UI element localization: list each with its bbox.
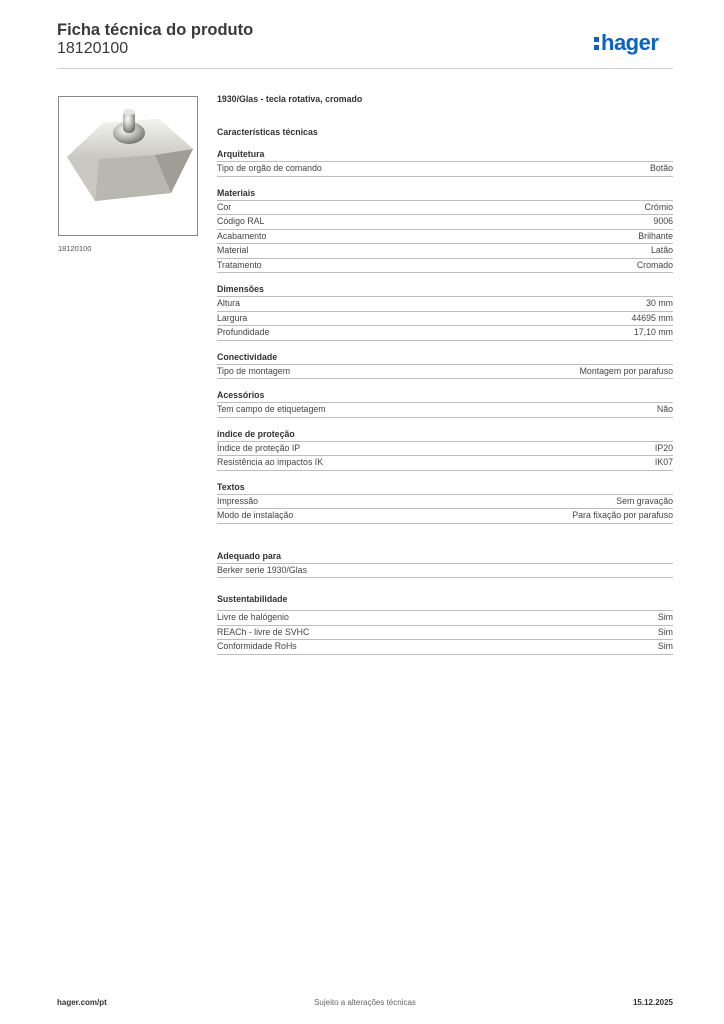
spec-value: IK07 — [654, 457, 673, 467]
spec-value: IP20 — [654, 442, 673, 453]
section-title: Textos — [217, 480, 673, 495]
page-title: Ficha técnica do produto — [57, 21, 254, 39]
spec-row — [217, 611, 673, 626]
spec-value: Brilhante — [638, 230, 673, 241]
spec-label: Conformidade RoHs — [217, 641, 297, 651]
section-title: Sustentabilidade — [217, 592, 673, 611]
spec-value: Sem gravação — [616, 495, 673, 506]
spec-label: Código RAL — [217, 216, 265, 226]
spec-label: Índice de proteção IP — [217, 442, 301, 453]
spec-value: 9006 — [653, 216, 673, 226]
section-title: Materiais — [217, 186, 673, 201]
spec-label: Acabamento — [217, 230, 267, 241]
rotary-knob-illustration — [59, 97, 197, 235]
spec-label: Cor — [217, 201, 232, 212]
suitable-for-section — [217, 549, 673, 579]
spec-value: Para fixação por parafuso — [572, 510, 673, 520]
spec-value: Botão — [650, 163, 673, 173]
spec-row — [217, 215, 673, 230]
spec-value: Cromado — [636, 259, 673, 270]
spec-label: Profundidade — [217, 327, 270, 337]
spec-label: Tipo de montagem — [217, 365, 291, 376]
spec-row — [217, 442, 673, 457]
spec-row — [217, 312, 673, 327]
spec-row — [217, 495, 673, 510]
sustainability-section — [217, 592, 673, 655]
section-title: Adequado para — [217, 549, 673, 564]
spec-label: Material — [217, 245, 249, 255]
product-image — [58, 96, 198, 236]
spec-row — [217, 626, 673, 641]
footer-date: 15.12.2025 — [632, 998, 673, 1007]
spec-row — [217, 162, 673, 177]
section-title: Acessórios — [217, 388, 673, 403]
spec-label: Tratamento — [217, 259, 262, 270]
spec-value: 44695 mm — [631, 312, 673, 323]
spec-label: Livre de halógenio — [217, 612, 289, 622]
spec-label: Resistência ao impactos IK — [217, 457, 324, 467]
spec-value: 30 mm — [646, 298, 673, 308]
spec-section — [217, 427, 673, 471]
spec-value: Sim — [657, 612, 673, 622]
section-title: Conectividade — [217, 350, 673, 365]
spec-label: Modo de instalação — [217, 510, 294, 520]
image-caption: 18120100 — [58, 244, 92, 253]
spec-label: REACh - livre de SVHC — [217, 626, 310, 637]
spec-value: 17,10 mm — [633, 327, 673, 337]
spec-label: Tipo de orgão de comando — [217, 163, 322, 173]
footer-website-link[interactable]: hager.com/pt — [57, 998, 107, 1007]
logo-text: hager — [601, 30, 659, 55]
logo-dots-icon — [594, 35, 599, 51]
spec-value: Montagem por parafuso — [579, 365, 673, 376]
spec-value: Sim — [657, 641, 673, 651]
spec-section — [217, 147, 673, 177]
spec-row — [217, 509, 673, 524]
spec-section — [217, 480, 673, 524]
spec-value: Crómio — [644, 201, 673, 212]
section-title: índice de proteção — [217, 427, 673, 442]
hager-logo[interactable] — [594, 28, 674, 58]
spec-row — [217, 244, 673, 259]
spec-label: Berker serie 1930/Glas — [217, 564, 307, 575]
spec-row — [217, 201, 673, 216]
spec-row — [217, 403, 673, 418]
product-reference: 18120100 — [57, 40, 129, 57]
footer-disclaimer: Sujeito a alterações técnicas — [314, 998, 416, 1007]
spec-row — [217, 456, 673, 471]
specifications — [217, 94, 673, 664]
spec-row — [217, 230, 673, 245]
spec-section — [217, 186, 673, 274]
spec-label: Altura — [217, 298, 240, 308]
product-name: 1930/Glas - tecla rotativa, cromado — [217, 94, 363, 104]
spec-row — [217, 564, 673, 579]
spec-row — [217, 365, 673, 380]
spec-row — [217, 326, 673, 341]
spec-row — [217, 640, 673, 655]
spec-label: Impressão — [217, 495, 259, 506]
spec-section — [217, 282, 673, 341]
spec-value: Latão — [650, 245, 673, 255]
section-title: Arquitetura — [217, 147, 673, 162]
spec-value: Sim — [657, 626, 673, 637]
spec-value: Não — [656, 404, 673, 414]
spec-section — [217, 350, 673, 380]
header-divider — [57, 68, 673, 69]
spec-row — [217, 259, 673, 274]
spec-label: Largura — [217, 312, 248, 323]
spec-section — [217, 388, 673, 418]
section-title: Dimensões — [217, 282, 673, 297]
spec-label: Tem campo de etiquetagem — [217, 404, 326, 414]
technical-characteristics-heading: Características técnicas — [217, 127, 318, 137]
spec-row — [217, 297, 673, 312]
